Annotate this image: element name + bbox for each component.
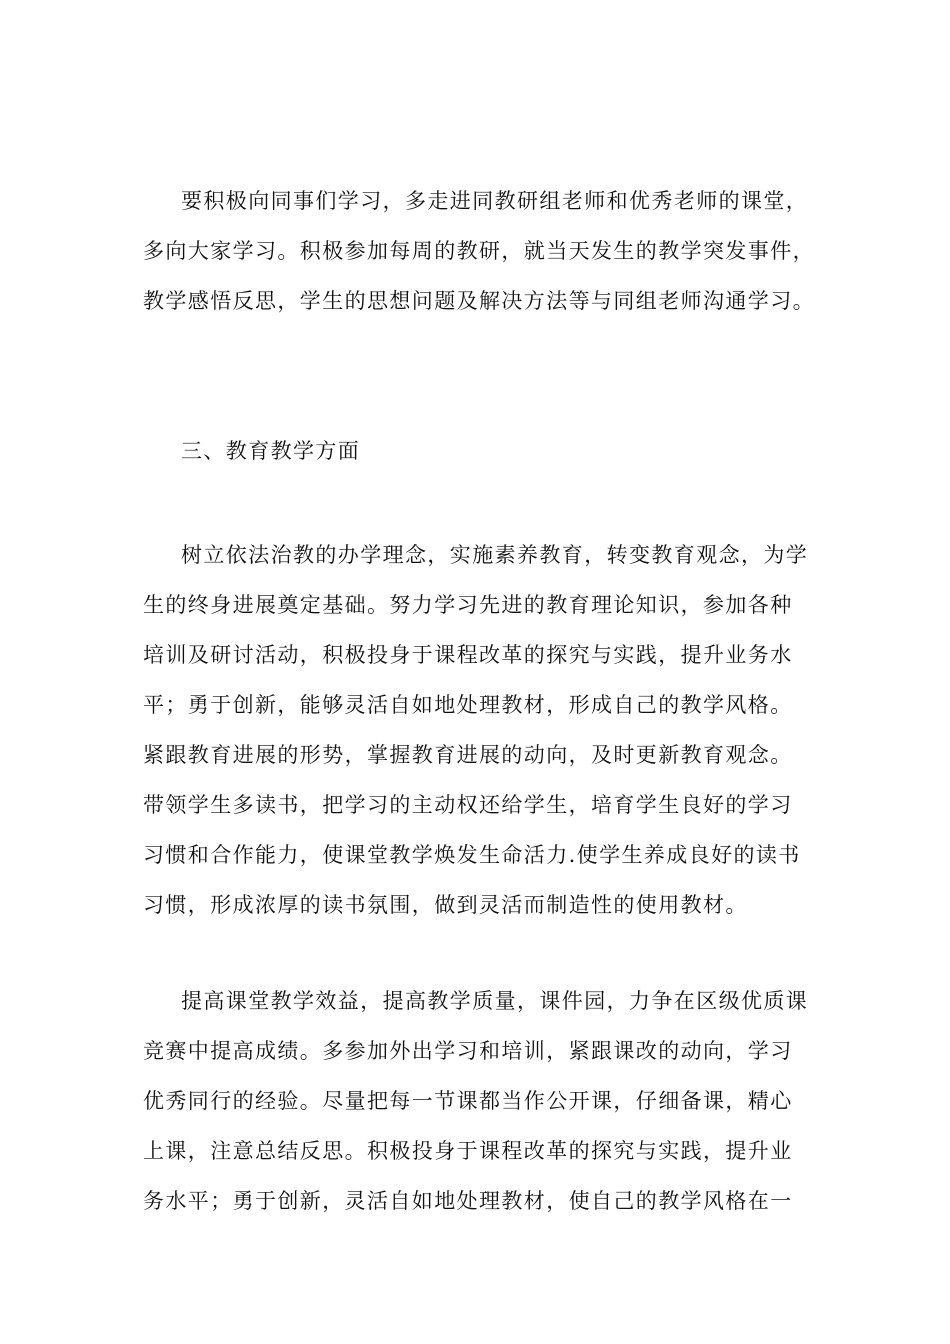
paragraph-line: 竞赛中提高成绩。多参加外出学习和培训，紧跟课改的动向，学习 bbox=[143, 1039, 793, 1063]
paragraph-line: 务水平；勇于创新，灵活自如地处理教材，使自己的教学风格在一 bbox=[143, 1189, 793, 1213]
paragraph-teaching-philosophy bbox=[143, 530, 823, 930]
paragraph-line: 教学感悟反思，学生的思想问题及解决方法等与同组老师沟通学习。 bbox=[143, 289, 815, 313]
paragraph-line: 上课，注意总结反思。积极投身于课程改革的探究与实践，提升业 bbox=[143, 1139, 793, 1163]
section-heading: 三、教育教学方面 bbox=[181, 439, 361, 463]
paragraph-line: 生的终身进展奠定基础。努力学习先进的教育理论知识，参加各种 bbox=[143, 593, 793, 617]
paragraph-line: 多向大家学习。积极参加每周的教研，就当天发生的教学突发事件， bbox=[143, 239, 815, 263]
paragraph-line: 树立依法治教的办学理念，实施素养教育，转变教育观念，为学 bbox=[181, 543, 809, 567]
paragraph-line: 培训及研讨活动，积极投身于课程改革的探究与实践，提升业务水 bbox=[143, 643, 793, 667]
paragraph-peer-learning bbox=[143, 176, 823, 326]
paragraph-line: 要积极向同事们学习，多走进同教研组老师和优秀老师的课堂， bbox=[181, 189, 809, 213]
paragraph-line: 提高课堂教学效益，提高教学质量，课件园，力争在区级优质课 bbox=[181, 989, 809, 1013]
paragraph-line: 习惯和合作能力，使课堂教学焕发生命活力.使学生养成良好的读书 bbox=[143, 843, 801, 867]
paragraph-line: 紧跟教育进展的形势，掌握教育进展的动向，及时更新教育观念。 bbox=[143, 743, 793, 767]
paragraph-line: 平；勇于创新，能够灵活自如地处理教材，形成自己的教学风格。 bbox=[143, 693, 793, 717]
paragraph-classroom-efficiency bbox=[143, 976, 823, 1226]
paragraph-line: 带领学生多读书，把学习的主动权还给学生，培育学生良好的学习 bbox=[143, 793, 793, 817]
paragraph-line: 习惯，形成浓厚的读书氛围，做到灵活而制造性的使用教材。 bbox=[143, 893, 748, 917]
paragraph-line: 优秀同行的经验。尽量把每一节课都当作公开课，仔细备课，精心 bbox=[143, 1089, 793, 1113]
